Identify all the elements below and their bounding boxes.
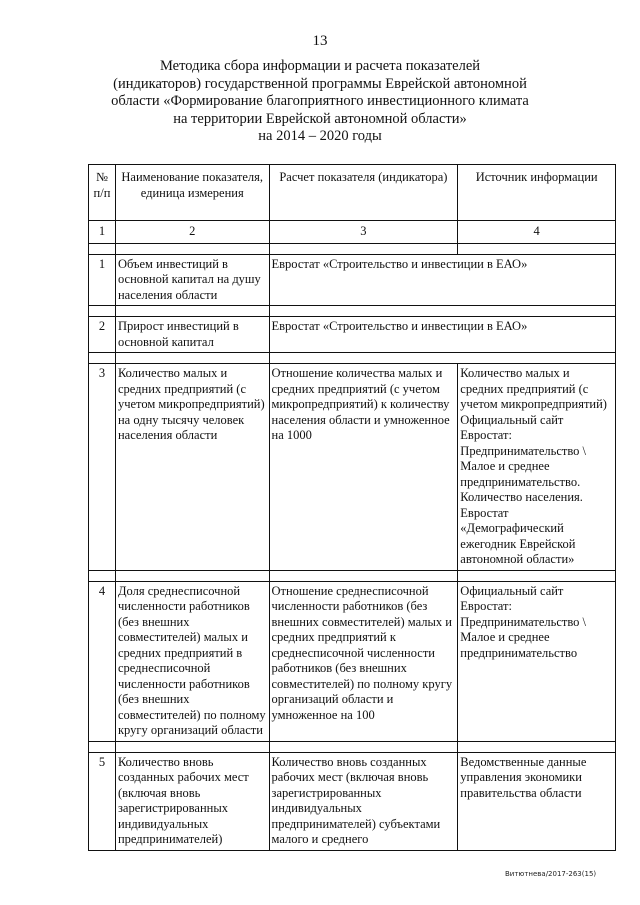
document-title [60, 58, 580, 146]
header-name: Наименование показателя, единица измерения [115, 165, 269, 221]
row-calc: Отношение количества малых и средних предприятий (с учетом микропредприятий) к количеству населения области и умноженное на 1000 [269, 364, 458, 571]
table-row [89, 254, 616, 306]
table-row [89, 752, 616, 850]
table-row [89, 364, 616, 571]
title-line: на 2014 – 2020 годы [258, 128, 382, 144]
row-num: 1 [89, 254, 116, 306]
header-source: Источник информации [458, 165, 616, 221]
row-num: 3 [89, 364, 116, 571]
row-num: 5 [89, 752, 116, 850]
row-calc: Количество вновь созданных рабочих мест (включая вновь зарегистрированных индивидуальных предпринимателей) субъектами малого и среднего [269, 752, 458, 850]
row-num: 2 [89, 317, 116, 353]
row-calc: Евростат «Строительство и инвестиции в ЕАО» [269, 317, 616, 353]
row-name: Прирост инвестиций в основной капитал [115, 317, 269, 353]
row-num: 4 [89, 581, 116, 741]
index-cell: 4 [458, 221, 616, 244]
row-calc: Евростат «Строительство и инвестиции в ЕАО» [269, 254, 616, 306]
row-source: Количество малых и средних предприятий (с учетом микропредприятий) Официальный сайт Евростат: Предпринимательство \ Малое и среднее предпринимательство. Количество населения. Евростат «Демографический ежегодник Еврейской автономной области» [458, 364, 616, 571]
row-source: Официальный сайт Евростат: Предпринимательство \ Малое и среднее предпринимательство [458, 581, 616, 741]
row-name: Объем инвестиций в основной капитал на душу населения области [115, 254, 269, 306]
table-row [89, 317, 616, 353]
title-line: (индикаторов) государственной программы Еврейской автономной [113, 75, 527, 92]
index-cell: 2 [115, 221, 269, 244]
title-line: на территории Еврейской автономной области» [173, 110, 467, 127]
index-row [89, 221, 616, 244]
row-calc: Отношение среднесписочной численности работников (без внешних совместителей) малых и средних предприятий к среднесписочной численности работников (без внешних совместителей) по полному кругу организаций области и умноженное на 100 [269, 581, 458, 741]
page-number: 13 [312, 33, 328, 49]
footer-stamp: Витютнева/2017-263(15) [505, 870, 597, 878]
row-source: Ведомственные данные управления экономики правительства области [458, 752, 616, 850]
index-cell: 1 [89, 221, 116, 244]
index-cell: 3 [269, 221, 458, 244]
header-num: № п/п [89, 165, 116, 221]
title-line: Методика сбора информации и расчета показателей [159, 58, 481, 74]
row-name: Количество малых и средних предприятий (с учетом микропредприятий) на одну тысячу человек населения области [115, 364, 269, 571]
indicators-table [88, 164, 616, 851]
row-name: Количество вновь созданных рабочих мест (включая вновь зарегистрированных индивидуальных предпринимателей) [115, 752, 269, 850]
header-calc: Расчет показателя (индикатора) [269, 165, 458, 221]
title-line: области «Формирование благоприятного инвестиционного климата [111, 93, 529, 109]
row-name: Доля среднесписочной численности работников (без внешних совместителей) малых и средних предприятий в среднесписочной численности работников (без внешних совместителей) по полному кругу организаций области [115, 581, 269, 741]
header-row [89, 165, 616, 221]
table-row [89, 581, 616, 741]
